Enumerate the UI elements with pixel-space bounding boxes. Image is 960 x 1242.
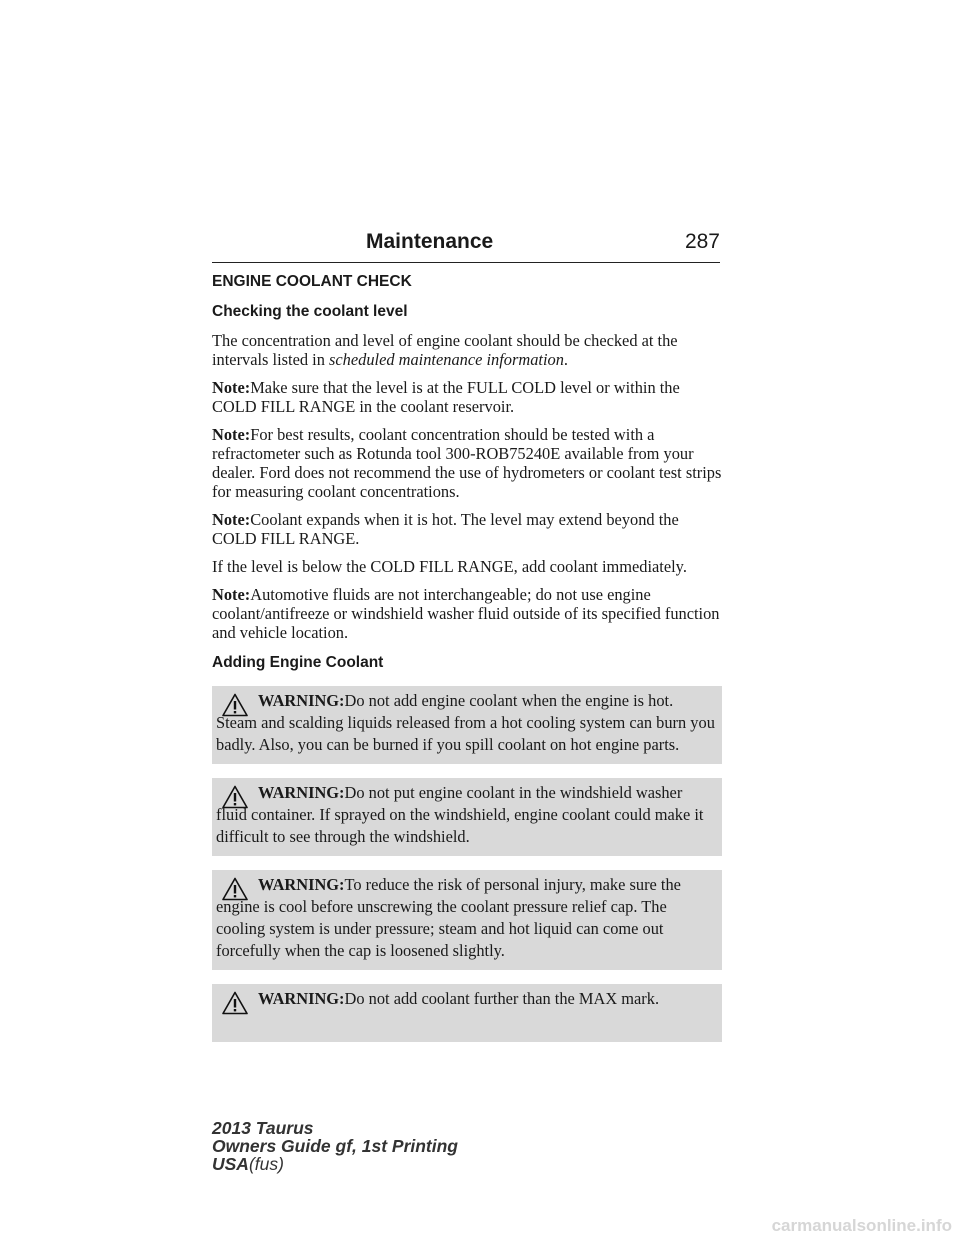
warning-body: Do not add coolant further than the MAX mark. <box>344 989 660 1008</box>
note-label: Note: <box>212 425 251 444</box>
warning-box <box>212 984 722 1042</box>
level-below-paragraph: If the level is below the COLD FILL RANGE, add coolant immediately. <box>212 557 687 576</box>
warning-triangle-icon <box>222 877 248 901</box>
subsection-title-adding: Adding Engine Coolant <box>212 654 384 671</box>
warning-label: WARNING: <box>258 989 345 1008</box>
warning-body: Do not add engine coolant when the engine is hot. Steam and scalding liquids released from a hot cooling system can burn you badly. Also, you can be burned if you spill coolant on hot engine parts. <box>216 691 715 754</box>
warning-body: Do not put engine coolant in the windshield washer fluid container. If sprayed on the windshield, engine coolant could make it difficult to see through the windshield. <box>216 783 704 846</box>
note-text: For best results, coolant concentration should be tested with a refractometer such as Rotunda tool 300-ROB75240E available from your dealer. Ford does not recommend the use of hydrometers or coolant test strips for measuring coolant concentrations. <box>212 425 722 501</box>
warning-label: WARNING: <box>258 783 345 802</box>
page-content <box>212 268 722 1042</box>
maintenance-reference: scheduled maintenance information <box>329 350 564 369</box>
footer-model: 2013 Taurus <box>212 1118 314 1138</box>
warning-triangle-icon <box>222 991 248 1015</box>
intro-paragraph <box>212 331 722 369</box>
warning-text <box>216 874 716 962</box>
warning-triangle-icon <box>222 785 248 809</box>
warning-label: WARNING: <box>258 875 345 894</box>
note-paragraph <box>212 585 722 642</box>
section-title: ENGINE COOLANT CHECK <box>212 273 412 290</box>
warning-body: To reduce the risk of personal injury, make sure the engine is cool before unscrewing the coolant pressure relief cap. The cooling system is under pressure; steam and hot liquid can come out forcefully when the cap is loosened slightly. <box>216 875 681 960</box>
chapter-title: Maintenance <box>366 230 494 253</box>
warning-box <box>212 778 722 856</box>
note-text: Coolant expands when it is hot. The level may extend beyond the COLD FILL RANGE. <box>212 510 679 548</box>
note-paragraph <box>212 425 722 501</box>
print-footer <box>212 1119 458 1173</box>
page-header <box>212 228 720 263</box>
note-paragraph <box>212 378 722 416</box>
footer-country: USA <box>212 1154 249 1174</box>
note-text: Automotive fluids are not interchangeable; do not use engine coolant/antifreeze or windshield washer fluid outside of its specified function and vehicle location. <box>212 585 720 642</box>
warning-text <box>216 988 716 1010</box>
intro-text: The concentration and level of engine coolant should be checked at the intervals listed in <box>212 331 678 369</box>
page-number: 287 <box>684 230 720 253</box>
warning-label: WARNING: <box>258 691 345 710</box>
note-label: Note: <box>212 378 251 397</box>
footer-edition: Owners Guide gf, 1st Printing <box>212 1136 458 1156</box>
warning-text <box>216 690 716 756</box>
footer-code: (fus) <box>248 1154 284 1174</box>
note-label: Note: <box>212 585 251 604</box>
note-label: Note: <box>212 510 251 529</box>
footer-market <box>212 1155 458 1173</box>
warning-box <box>212 870 722 970</box>
subsection-title-checking: Checking the coolant level <box>212 303 408 320</box>
site-watermark: carmanualsonline.info <box>771 1216 952 1235</box>
warning-triangle-icon <box>222 693 248 717</box>
warning-text <box>216 782 716 848</box>
note-text: Make sure that the level is at the FULL COLD level or within the COLD FILL RANGE in the coolant reservoir. <box>212 378 680 416</box>
warning-box <box>212 686 722 764</box>
note-paragraph <box>212 510 722 548</box>
intro-end: . <box>563 350 568 369</box>
